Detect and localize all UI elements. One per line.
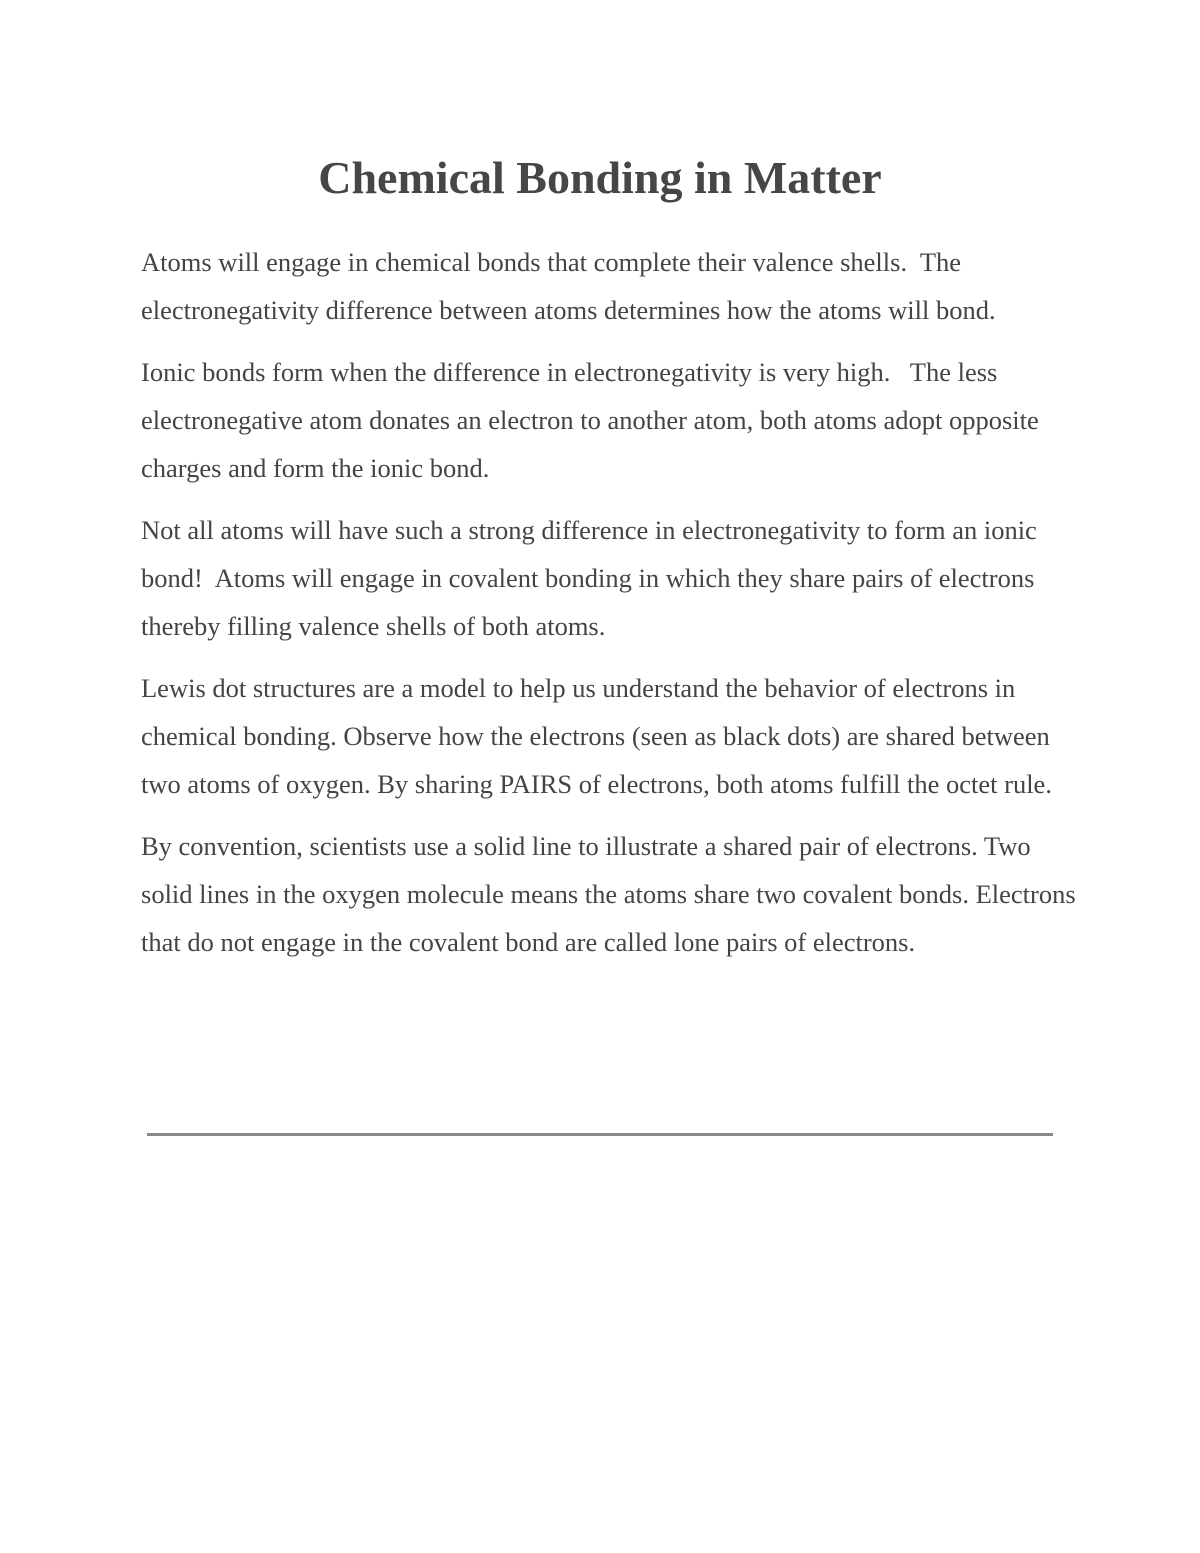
paragraph-solid-line-convention: By convention, scientists use a solid line to illustrate a shared pair of electrons. Two solid lines in the oxygen molecule means the atoms share two covalent bonds. Electrons that do not engage in the covalent bond are called lone pairs of electrons. [141, 831, 1083, 957]
page-title: Chemical Bonding in Matter [318, 152, 882, 203]
paragraph-covalent-bonding: Not all atoms will have such a strong difference in electronegativity to form an ionic bond! Atoms will engage in covalent bonding in which they share pairs of electrons thereby filling valence shells of both atoms. [141, 515, 1044, 641]
horizontal-divider [147, 1133, 1053, 1136]
paragraph-valence-shells: Atoms will engage in chemical bonds that complete their valence shells. The electronegativity difference between atoms determines how the atoms will bond. [141, 247, 996, 325]
paragraph-lewis-dot-structures: Lewis dot structures are a model to help us understand the behavior of electrons in chemical bonding. Observe how the electrons (seen as black dots) are shared between two atoms of oxygen. By sharing PAIRS of electrons, both atoms fulfill the octet rule. [141, 673, 1057, 799]
paragraph-ionic-bonds: Ionic bonds form when the difference in electronegativity is very high. The less electronegative atom donates an electron to another atom, both atoms adopt opposite charges and form the ionic bond. [141, 357, 1046, 483]
body-text [141, 238, 1083, 980]
